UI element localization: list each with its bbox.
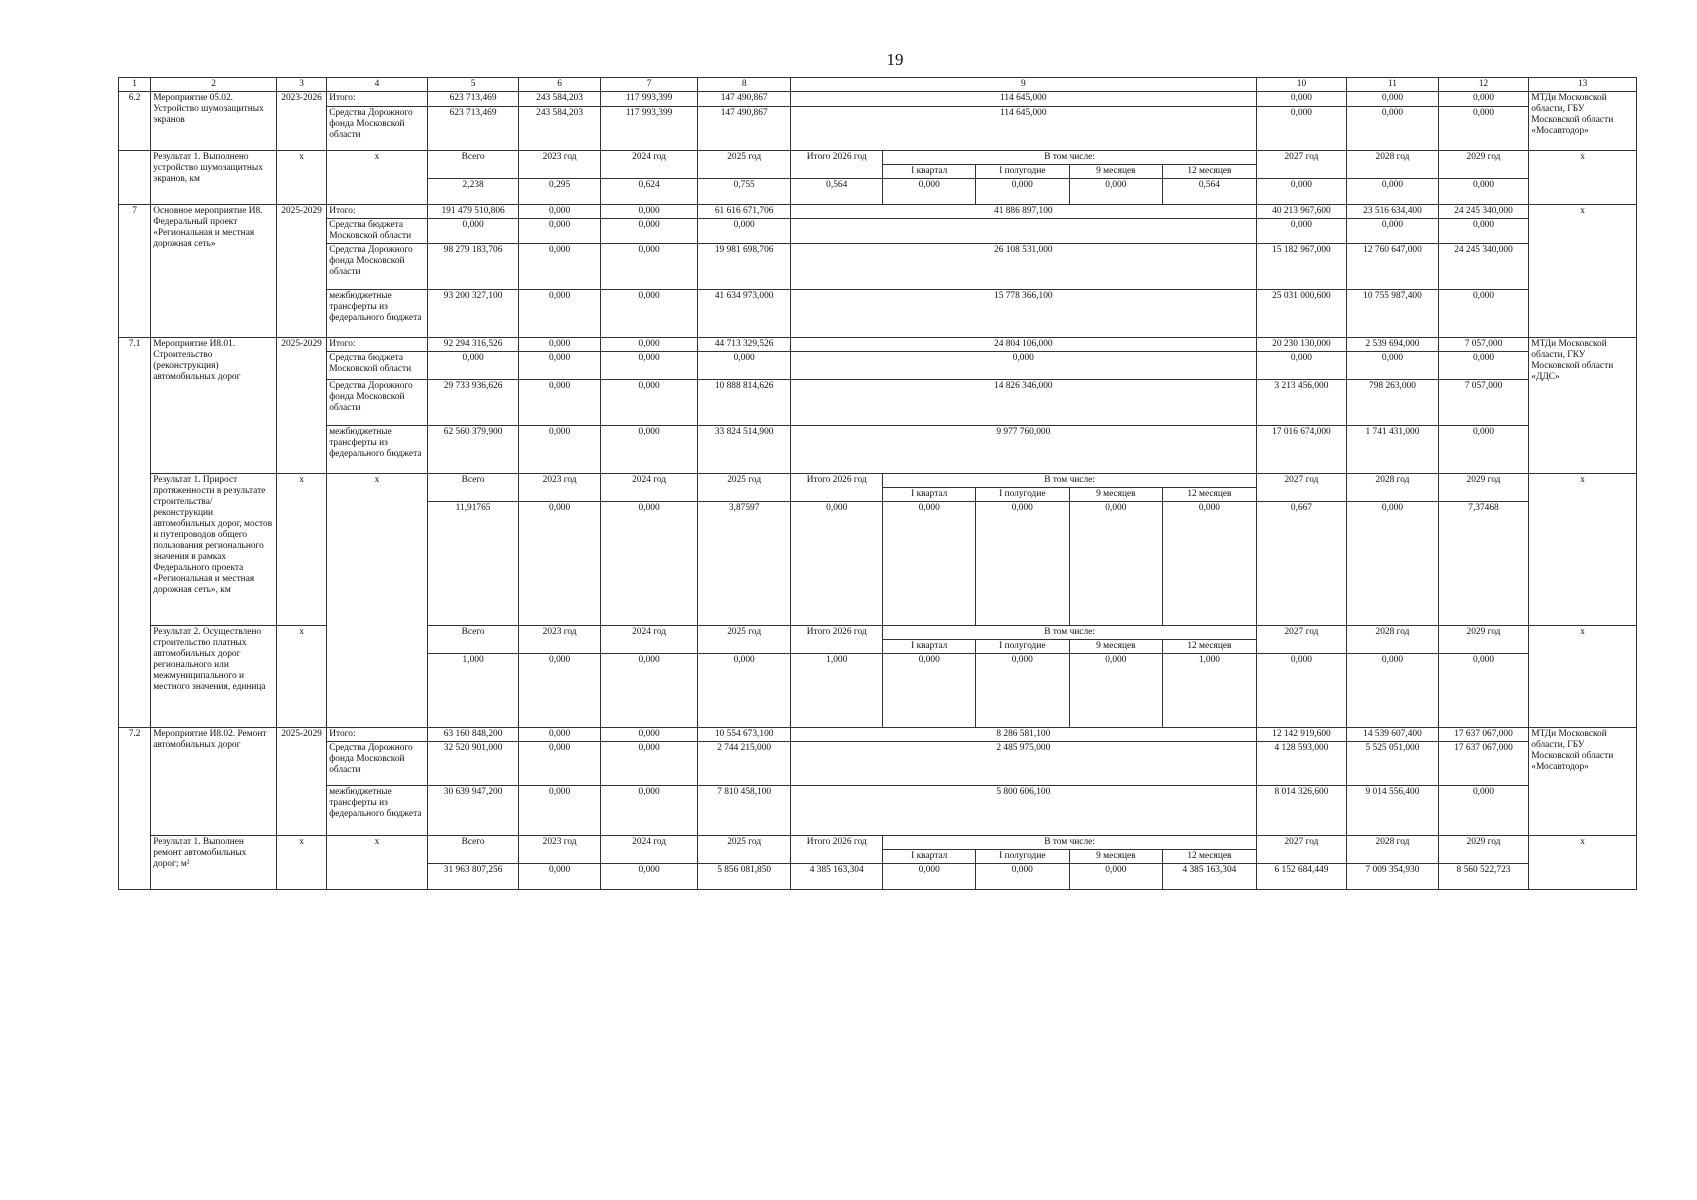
table-cell: 41 886 897,100 bbox=[790, 205, 1256, 219]
table-cell: 9 977 760,000 bbox=[790, 426, 1256, 474]
table-cell: 6 152 684,449 bbox=[1256, 864, 1347, 890]
table-cell: 11,91765 bbox=[427, 502, 519, 626]
table-cell: 0,000 bbox=[1347, 92, 1439, 107]
table-cell: 0,624 bbox=[600, 179, 698, 205]
header-v-tom-chisle: В том числе: bbox=[883, 474, 1256, 488]
table-cell: 0,000 bbox=[1256, 352, 1347, 380]
table-cell: 61 616 671,706 bbox=[698, 205, 791, 219]
table-cell: 0,000 bbox=[600, 352, 698, 380]
header-q1: I квартал bbox=[883, 165, 976, 179]
table-cell: 1,000 bbox=[1163, 654, 1257, 728]
table-cell: 0,000 bbox=[976, 654, 1070, 728]
header-2023: 2023 год bbox=[519, 151, 600, 179]
executor: МТДи Московской области, ГБУ Московской области «Мосавтодор» bbox=[1529, 728, 1637, 836]
header-2023: 2023 год bbox=[519, 626, 600, 654]
header-9m: 9 месяцев bbox=[1069, 850, 1163, 864]
table-cell: 0,000 bbox=[1438, 219, 1529, 244]
col-num-9: 9 bbox=[790, 78, 1256, 92]
table-cell: 0,000 bbox=[698, 219, 791, 244]
table-cell: 0,000 bbox=[1438, 179, 1529, 205]
table-cell: 26 108 531,000 bbox=[790, 244, 1256, 290]
table-cell: 2,238 bbox=[427, 179, 519, 205]
table-cell: 117 993,399 bbox=[600, 107, 698, 151]
table-cell: 20 230 130,000 bbox=[1256, 338, 1347, 352]
table-cell: 798 263,000 bbox=[1347, 380, 1439, 426]
period: 2025-2029 bbox=[276, 338, 326, 474]
header-2023: 2023 год bbox=[519, 836, 600, 864]
table-cell: 0,000 bbox=[1438, 107, 1529, 151]
table-cell: 0,000 bbox=[519, 338, 600, 352]
x-mark: х bbox=[276, 836, 326, 890]
table-cell: 2 485 975,000 bbox=[790, 742, 1256, 786]
result-name: Результат 2. Осуществлено строительство платных автомобильных дорог регионального или межмуниципального и местного значения, единица bbox=[151, 626, 277, 728]
table-row bbox=[119, 290, 1637, 338]
table-cell: 0,000 bbox=[600, 244, 698, 290]
table-cell: 623 713,469 bbox=[427, 92, 519, 107]
row-number: 7.1 bbox=[119, 338, 151, 728]
table-cell: 117 993,399 bbox=[600, 92, 698, 107]
table-row bbox=[119, 786, 1637, 836]
funding-source: Итого: bbox=[327, 728, 428, 742]
table-cell: 14 539 607,400 bbox=[1347, 728, 1439, 742]
table-cell: 0,000 bbox=[1069, 654, 1163, 728]
table-cell: 147 490,867 bbox=[698, 107, 791, 151]
table-cell: 0,000 bbox=[1256, 107, 1347, 151]
result-name: Результат 1. Выполнено устройство шумозащитных экранов, км bbox=[151, 151, 277, 205]
table-cell: 7,37468 bbox=[1438, 502, 1529, 626]
table-cell: 0,000 bbox=[1438, 92, 1529, 107]
table-cell: 0,667 bbox=[1256, 502, 1347, 626]
table-cell: 8 560 522,723 bbox=[1438, 864, 1529, 890]
table-row bbox=[119, 352, 1637, 380]
table-cell: 0,000 bbox=[1069, 864, 1163, 890]
header-2029: 2029 год bbox=[1438, 474, 1529, 502]
header-itogo-2026: Итого 2026 год bbox=[790, 474, 883, 502]
table-cell: 0,755 bbox=[698, 179, 791, 205]
header-itogo-2026: Итого 2026 год bbox=[790, 836, 883, 864]
funding-source: Итого: bbox=[327, 92, 428, 107]
table-cell: 0,000 bbox=[519, 864, 600, 890]
table-cell: 0,000 bbox=[1256, 219, 1347, 244]
table-cell: 0,000 bbox=[1347, 179, 1439, 205]
header-v-tom-chisle: В том числе: bbox=[883, 151, 1256, 165]
result-name: Результат 1. Выполнен ремонт автомобильных дорог; м² bbox=[151, 836, 277, 890]
table-cell: 0,000 bbox=[519, 352, 600, 380]
table-cell: 0,000 bbox=[600, 654, 698, 728]
header-vsego: Всего bbox=[427, 151, 519, 179]
table-cell: 0,000 bbox=[519, 380, 600, 426]
table-cell: 15 778 366,100 bbox=[790, 290, 1256, 338]
table-cell: 0,000 bbox=[600, 864, 698, 890]
funding-source: Средства бюджета Московской области bbox=[327, 219, 428, 244]
table-cell: 0,000 bbox=[600, 290, 698, 338]
period: 2025-2029 bbox=[276, 205, 326, 338]
result-name: Результат 1. Прирост протяженности в результате строительства/ реконструкции автомобильных дорог, мостов и путепроводов общего пользования регионального значения в рамках Федерального проекта «Региональная и местная дорожная сеть», км bbox=[151, 474, 277, 626]
table-cell: 0,000 bbox=[1438, 426, 1529, 474]
header-12m: 12 месяцев bbox=[1163, 640, 1257, 654]
header-2023: 2023 год bbox=[519, 474, 600, 502]
table-cell: 0,000 bbox=[1347, 352, 1439, 380]
funding-source: Средства Дорожного фонда Московской области bbox=[327, 742, 428, 786]
table-cell: 114 645,000 bbox=[790, 92, 1256, 107]
table-cell: 0,000 bbox=[519, 205, 600, 219]
header-2025: 2025 год bbox=[698, 474, 791, 502]
executor: МТДи Московской области, ГКУ Московской области «ДДС» bbox=[1529, 338, 1637, 474]
page-number: 19 bbox=[886, 50, 904, 69]
table-cell: 0,000 bbox=[519, 290, 600, 338]
table-cell: 7 057,000 bbox=[1438, 338, 1529, 352]
header-9m: 9 месяцев bbox=[1069, 488, 1163, 502]
measure-name: Мероприятие 05.02. Устройство шумозащитных экранов bbox=[151, 92, 277, 151]
table-cell: 3 213 456,000 bbox=[1256, 380, 1347, 426]
table-cell: 0,000 bbox=[519, 426, 600, 474]
table-cell: 15 182 967,000 bbox=[1256, 244, 1347, 290]
table-cell: 40 213 967,600 bbox=[1256, 205, 1347, 219]
table-cell: 23 516 634,400 bbox=[1347, 205, 1439, 219]
table-cell: 0,000 bbox=[1256, 654, 1347, 728]
table-cell: 0,000 bbox=[600, 338, 698, 352]
header-2025: 2025 год bbox=[698, 836, 791, 864]
table-cell: 32 520 901,000 bbox=[427, 742, 519, 786]
x-mark: х bbox=[276, 626, 326, 728]
col-num-6: 6 bbox=[519, 78, 600, 92]
table-cell: 0,000 bbox=[427, 219, 519, 244]
table-cell: 0,000 bbox=[1347, 107, 1439, 151]
table-cell: 9 014 556,400 bbox=[1347, 786, 1439, 836]
period: 2023-2026 bbox=[276, 92, 326, 151]
measure-name: Мероприятие И8.02. Ремонт автомобильных дорог bbox=[151, 728, 277, 836]
header-2029: 2029 год bbox=[1438, 151, 1529, 179]
table-row bbox=[119, 205, 1637, 219]
col-num-13: 13 bbox=[1529, 78, 1637, 92]
header-2024: 2024 год bbox=[600, 151, 698, 179]
header-2027: 2027 год bbox=[1256, 626, 1347, 654]
table-cell: 4 385 163,304 bbox=[790, 864, 883, 890]
table-cell: 0,000 bbox=[883, 502, 976, 626]
funding-source: Итого: bbox=[327, 338, 428, 352]
col-num-5: 5 bbox=[427, 78, 519, 92]
header-2029: 2029 год bbox=[1438, 626, 1529, 654]
table-cell: 0,000 bbox=[600, 205, 698, 219]
table-cell: 0,000 bbox=[1438, 290, 1529, 338]
table-cell: 0,000 bbox=[1438, 352, 1529, 380]
table-cell: 0,000 bbox=[600, 728, 698, 742]
table-cell: 1,000 bbox=[427, 654, 519, 728]
header-2029: 2029 год bbox=[1438, 836, 1529, 864]
funding-source: Итого: bbox=[327, 205, 428, 219]
table-cell: 0,000 bbox=[427, 352, 519, 380]
header-2024: 2024 год bbox=[600, 474, 698, 502]
table-cell: 24 804 106,000 bbox=[790, 338, 1256, 352]
x-mark: х bbox=[1529, 836, 1637, 890]
table-cell: 0,000 bbox=[1347, 654, 1439, 728]
table-cell: 63 160 848,200 bbox=[427, 728, 519, 742]
table-cell: 14 826 346,000 bbox=[790, 380, 1256, 426]
table-cell: 0,000 bbox=[1438, 654, 1529, 728]
header-2028: 2028 год bbox=[1347, 836, 1439, 864]
table-cell: 0,000 bbox=[600, 219, 698, 244]
col-num-10: 10 bbox=[1256, 78, 1347, 92]
table-cell: 29 733 936,626 bbox=[427, 380, 519, 426]
table-cell: 0,000 bbox=[976, 179, 1070, 205]
table-row bbox=[119, 92, 1637, 107]
measure-name: Основное мероприятие И8. Федеральный проект «Региональная и местная дорожная сеть» bbox=[151, 205, 277, 338]
table-row bbox=[119, 426, 1637, 474]
header-2024: 2024 год bbox=[600, 836, 698, 864]
table-cell: 0,000 bbox=[1438, 786, 1529, 836]
col-num-12: 12 bbox=[1438, 78, 1529, 92]
table-cell: 0,564 bbox=[1163, 179, 1257, 205]
header-2027: 2027 год bbox=[1256, 151, 1347, 179]
table-cell: 5 856 081,850 bbox=[698, 864, 791, 890]
table-row bbox=[119, 380, 1637, 426]
table-cell: 5 525 051,000 bbox=[1347, 742, 1439, 786]
header-v-tom-chisle: В том числе: bbox=[883, 836, 1256, 850]
table-cell: 0,000 bbox=[883, 179, 976, 205]
table-cell: 0,000 bbox=[519, 728, 600, 742]
table-cell: 12 760 647,000 bbox=[1347, 244, 1439, 290]
table-cell: 17 637 067,000 bbox=[1438, 728, 1529, 742]
table-cell bbox=[790, 219, 1256, 244]
measure-name: Мероприятие И8.01. Строительство (реконструкция) автомобильных дорог bbox=[151, 338, 277, 474]
table-cell: 4 128 593,000 bbox=[1256, 742, 1347, 786]
x-mark: х bbox=[276, 474, 326, 626]
header-itogo-2026: Итого 2026 год bbox=[790, 151, 883, 179]
table-cell: 17 016 674,000 bbox=[1256, 426, 1347, 474]
table-cell: 2 539 694,000 bbox=[1347, 338, 1439, 352]
table-cell: 24 245 340,000 bbox=[1438, 205, 1529, 219]
table-cell: 0,000 bbox=[1256, 179, 1347, 205]
header-2025: 2025 год bbox=[698, 626, 791, 654]
funding-source: межбюджетные трансферты из федерального бюджета bbox=[327, 290, 428, 338]
table-cell: 0,000 bbox=[976, 864, 1070, 890]
table-cell: 0,000 bbox=[519, 786, 600, 836]
executor: МТДи Московской области, ГБУ Московской области «Мосавтодор» bbox=[1529, 92, 1637, 151]
table-cell: 0,000 bbox=[1256, 92, 1347, 107]
x-mark: х bbox=[327, 151, 428, 205]
table-cell: 41 634 973,000 bbox=[698, 290, 791, 338]
table-cell: 0,564 bbox=[790, 179, 883, 205]
header-2027: 2027 год bbox=[1256, 474, 1347, 502]
table-cell: 0,000 bbox=[519, 742, 600, 786]
table-cell: 0,000 bbox=[600, 786, 698, 836]
table-cell: 0,000 bbox=[519, 244, 600, 290]
header-9m: 9 месяцев bbox=[1069, 165, 1163, 179]
row-number: 6.2 bbox=[119, 92, 151, 151]
funding-source: межбюджетные трансферты из федерального бюджета bbox=[327, 786, 428, 836]
header-2027: 2027 год bbox=[1256, 836, 1347, 864]
executor: х bbox=[1529, 205, 1637, 338]
result-header-row bbox=[119, 151, 1637, 165]
period: 2025-2029 bbox=[276, 728, 326, 836]
col-num-7: 7 bbox=[600, 78, 698, 92]
table-cell: 0,000 bbox=[600, 742, 698, 786]
table-cell: 10 755 987,400 bbox=[1347, 290, 1439, 338]
header-h1: I полугодие bbox=[976, 488, 1070, 502]
col-num-8: 8 bbox=[698, 78, 791, 92]
x-mark: х bbox=[1529, 151, 1637, 205]
col-num-4: 4 bbox=[327, 78, 428, 92]
table-cell: 8 014 326,600 bbox=[1256, 786, 1347, 836]
table-cell: 0,000 bbox=[883, 654, 976, 728]
table-cell: 31 963 807,256 bbox=[427, 864, 519, 890]
table-cell: 2 744 215,000 bbox=[698, 742, 791, 786]
header-9m: 9 месяцев bbox=[1069, 640, 1163, 654]
table-row bbox=[119, 728, 1637, 742]
x-mark: х bbox=[1529, 626, 1637, 728]
table-cell: 0,000 bbox=[1069, 502, 1163, 626]
table-cell: 0,000 bbox=[883, 864, 976, 890]
header-2025: 2025 год bbox=[698, 151, 791, 179]
header-2028: 2028 год bbox=[1347, 474, 1439, 502]
table-cell: 30 639 947,200 bbox=[427, 786, 519, 836]
table-cell: 0,000 bbox=[519, 502, 600, 626]
col-num-1: 1 bbox=[119, 78, 151, 92]
row-number: 7 bbox=[119, 205, 151, 338]
table-cell: 0,000 bbox=[976, 502, 1070, 626]
funding-source: Средства бюджета Московской области bbox=[327, 352, 428, 380]
table-cell: 0,000 bbox=[790, 502, 883, 626]
table-cell: 93 200 327,100 bbox=[427, 290, 519, 338]
x-mark: х bbox=[276, 151, 326, 205]
table-cell: 114 645,000 bbox=[790, 107, 1256, 151]
header-h1: I полугодие bbox=[976, 850, 1070, 864]
table-cell: 7 009 354,930 bbox=[1347, 864, 1439, 890]
header-vsego: Всего bbox=[427, 836, 519, 864]
header-h1: I полугодие bbox=[976, 165, 1070, 179]
funding-source: Средства Дорожного фонда Московской области bbox=[327, 107, 428, 151]
table-cell: 1,000 bbox=[790, 654, 883, 728]
table-cell: 7 810 458,100 bbox=[698, 786, 791, 836]
header-2024: 2024 год bbox=[600, 626, 698, 654]
col-num-2: 2 bbox=[151, 78, 277, 92]
col-num-11: 11 bbox=[1347, 78, 1439, 92]
header-2028: 2028 год bbox=[1347, 626, 1439, 654]
funding-source: Средства Дорожного фонда Московской области bbox=[327, 380, 428, 426]
table-cell: 17 637 067,000 bbox=[1438, 742, 1529, 786]
table-cell: 147 490,867 bbox=[698, 92, 791, 107]
result-header-row bbox=[119, 836, 1637, 850]
table-cell: 0,000 bbox=[698, 654, 791, 728]
table-cell: 0,000 bbox=[600, 426, 698, 474]
table-cell: 191 479 510,806 bbox=[427, 205, 519, 219]
table-row bbox=[119, 338, 1637, 352]
header-q1: I квартал bbox=[883, 850, 976, 864]
table-cell: 19 981 698,706 bbox=[698, 244, 791, 290]
header-v-tom-chisle: В том числе: bbox=[883, 626, 1256, 640]
table-cell: 0,000 bbox=[519, 219, 600, 244]
column-number-row bbox=[119, 78, 1637, 92]
table-row bbox=[119, 742, 1637, 786]
x-mark: х bbox=[327, 836, 428, 890]
table-cell: 33 824 514,900 bbox=[698, 426, 791, 474]
funding-source: межбюджетные трансферты из федерального бюджета bbox=[327, 426, 428, 474]
table-cell: 12 142 919,600 bbox=[1256, 728, 1347, 742]
table-cell: 8 286 581,100 bbox=[790, 728, 1256, 742]
table-cell: 0,000 bbox=[600, 380, 698, 426]
table-cell: 0,000 bbox=[1347, 219, 1439, 244]
table-cell: 0,000 bbox=[1069, 179, 1163, 205]
header-2028: 2028 год bbox=[1347, 151, 1439, 179]
funding-source: Средства Дорожного фонда Московской области bbox=[327, 244, 428, 290]
table-cell: 243 584,203 bbox=[519, 107, 600, 151]
table-cell: 62 560 379,900 bbox=[427, 426, 519, 474]
x-mark: х bbox=[327, 474, 428, 728]
table-row bbox=[119, 107, 1637, 151]
table-cell: 0,000 bbox=[698, 352, 791, 380]
result-header-row bbox=[119, 474, 1637, 488]
budget-table bbox=[118, 77, 1637, 890]
table-cell: 0,000 bbox=[519, 654, 600, 728]
table-cell: 243 584,203 bbox=[519, 92, 600, 107]
table-cell: 1 741 431,000 bbox=[1347, 426, 1439, 474]
table-cell: 7 057,000 bbox=[1438, 380, 1529, 426]
header-12m: 12 месяцев bbox=[1163, 850, 1257, 864]
header-h1: I полугодие bbox=[976, 640, 1070, 654]
row-number: 7.2 bbox=[119, 728, 151, 890]
table-row bbox=[119, 219, 1637, 244]
table-cell: 44 713 329,526 bbox=[698, 338, 791, 352]
x-mark: х bbox=[1529, 474, 1637, 626]
table-cell: 623 713,469 bbox=[427, 107, 519, 151]
table-cell: 10 888 814,626 bbox=[698, 380, 791, 426]
header-q1: I квартал bbox=[883, 488, 976, 502]
col-num-3: 3 bbox=[276, 78, 326, 92]
header-itogo-2026: Итого 2026 год bbox=[790, 626, 883, 654]
table-cell: 0,000 bbox=[600, 502, 698, 626]
table-cell: 0,000 bbox=[790, 352, 1256, 380]
table-cell: 98 279 183,706 bbox=[427, 244, 519, 290]
table-cell: 5 800 606,100 bbox=[790, 786, 1256, 836]
table-cell: 3,87597 bbox=[698, 502, 791, 626]
table-cell: 4 385 163,304 bbox=[1163, 864, 1257, 890]
table-cell: 0,000 bbox=[1163, 502, 1257, 626]
table-cell: 25 031 000,600 bbox=[1256, 290, 1347, 338]
header-12m: 12 месяцев bbox=[1163, 488, 1257, 502]
table-cell: 92 294 316,526 bbox=[427, 338, 519, 352]
header-12m: 12 месяцев bbox=[1163, 165, 1257, 179]
table-cell: 0,000 bbox=[1347, 502, 1439, 626]
table-cell: 24 245 340,000 bbox=[1438, 244, 1529, 290]
header-vsego: Всего bbox=[427, 626, 519, 654]
empty-cell bbox=[119, 151, 151, 205]
header-q1: I квартал bbox=[883, 640, 976, 654]
table-row bbox=[119, 244, 1637, 290]
table-cell: 0,295 bbox=[519, 179, 600, 205]
header-vsego: Всего bbox=[427, 474, 519, 502]
table-cell: 10 554 673,100 bbox=[698, 728, 791, 742]
